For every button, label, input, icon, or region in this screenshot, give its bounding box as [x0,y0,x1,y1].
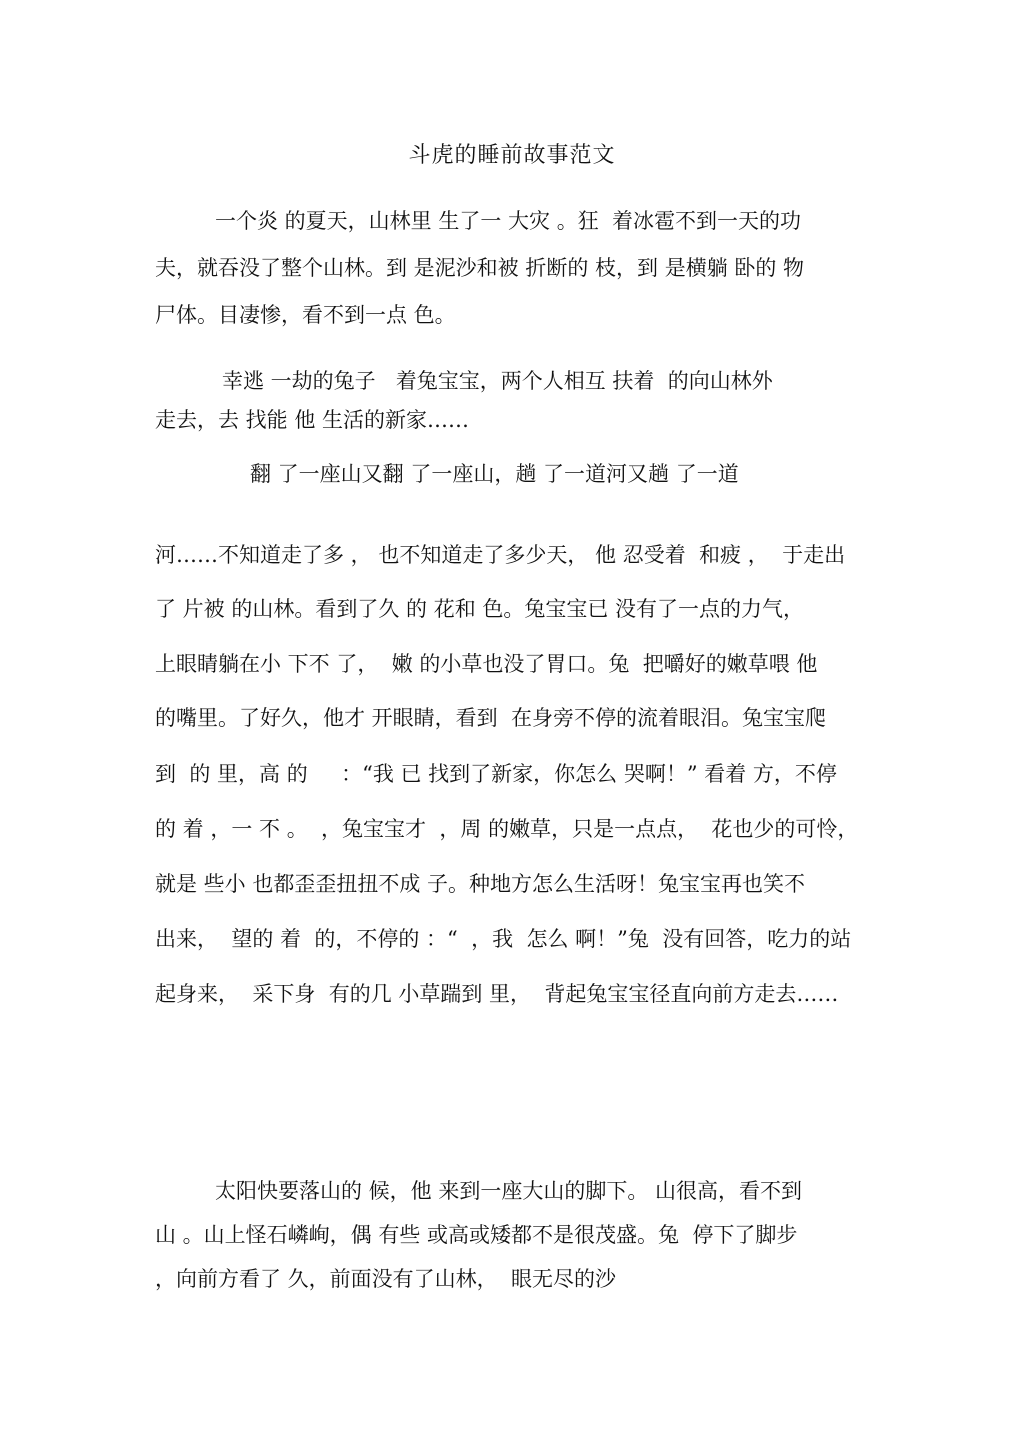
text-line: 出来， 望的 着 的，不停的 ：“ ，我 怎么 啊！”兔 没有回答，吃力的站 [155,927,852,951]
text-line: 山 。山上怪石嶙峋，偶 有些 或高或矮都不是很茂盛。兔 停下了脚步 [155,1223,798,1247]
text-line: 上眼睛躺在小 下不 了， 嫩 的小草也没了胃口。兔 把嚼好的嫩草喂 他 [155,652,818,676]
text-line: 就是 些小 也都歪歪扭扭不成 子。种地方怎么生活呀！兔宝宝再也笑不 [155,872,806,896]
text-line: 夫，就吞没了整个山林。到 是泥沙和被 折断的 枝，到 是横躺 卧的 物 [155,256,805,280]
text-line: 起身来， 采下身 有的几 小草踹到 里， 背起兔宝宝径直向前方走去…… [155,982,839,1006]
text-line: 翻 了一座山又翻 了一座山，趟 了一道河又趟 了一道 [250,462,739,486]
text-line: 走去，去 找能 他 生活的新家…… [155,408,470,432]
text-line: 幸逃 一劫的兔子 着兔宝宝，两个人相互 扶着 的向山林外 [222,369,773,393]
text-line: 的嘴里。了好久，他才 开眼睛，看到 在身旁不停的流着眼泪。兔宝宝爬 [155,706,827,730]
text-line: 河……不知道走了多 ， 也不知道走了多少天， 他 忍受着 和疲 ， 于走出 [155,543,846,567]
text-line: 了 片被 的山林。看到了久 的 花和 色。兔宝宝已 没有了一点的力气， [155,597,805,621]
text-line: 一个炎 的夏天，山林里 生了一 大灾 。狂 着冰雹不到一天的功 [215,209,802,233]
text-line: 的 着 ，一 不 。 ，兔宝宝才 ，周 的嫩草，只是一点点， 花也少的可怜， [155,817,859,841]
document-title: 斗虎的睡前故事范文 [408,143,616,168]
text-line: ，向前方看了 久，前面没有了山林， 眼无尽的沙 [155,1267,617,1291]
text-line: 到 的 里，高 的 ：“我 已 找到了新家，你怎么 哭啊！” 看着 方，不停 [155,762,837,786]
text-line: 尸体。目凄惨，看不到一点 色。 [155,303,456,327]
text-line: 太阳快要落山的 候，他 来到一座大山的脚下。 山很高，看不到 [215,1179,803,1203]
